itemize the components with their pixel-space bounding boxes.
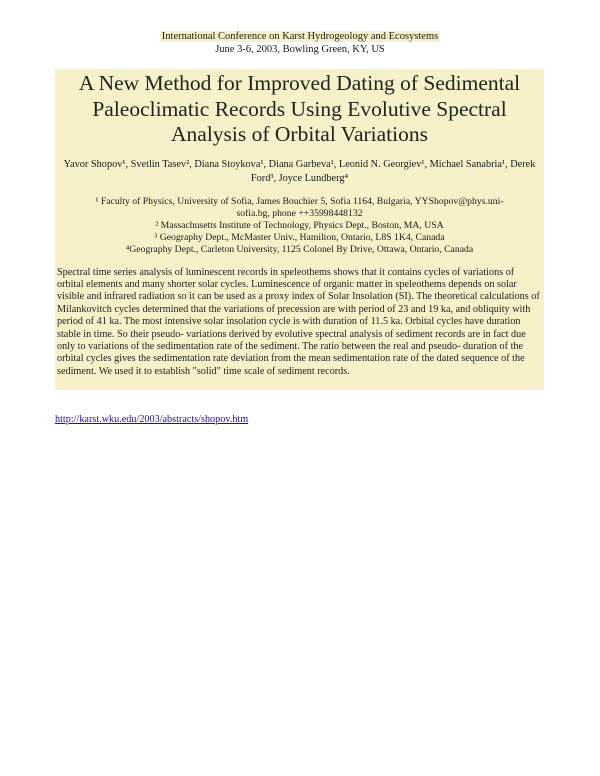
affiliation-list — [55, 196, 544, 257]
affiliation: ¹ Faculty of Physics, University of Sofia, James Bouchier 5, Sofia 1164, Bulgaria, YYShopov@phys.uni-sofia.bg, phone ++35998448132 — [95, 195, 504, 219]
conference-name: International Conference on Karst Hydrogeology and Ecosystems — [161, 31, 439, 42]
abstract-text: Spectral time series analysis of luminescent records in speleothems shows that it contains cycles of variations of orbital elements and many shorter solar cycles. Luminescence of organic matter in speleothems depends on solar visible and infrared radiation so it can be used as a proxy index of Solar Insolation (SI). The theoretical calculations of Milankovitch cycles determined that the variations of precession are with period of 23 and 19 ka, and obliquity with period of 41 ka. The most intensive solar insolation cycle is with duration of 11.5 ka. Orbital cycles have duration stable in time. So their pseudo- variations derived by evolutive spectral analysis of sediment records are in fact due only to variations of the sedimentation rate of the sediment. The ratio between the real and pseudo- duration of the orbital cycles gives the sedimentation rate deviation from the mean sedimentation rate of the dated sequence of the sediment. We used it to establish "solid" time scale of sediment records. — [57, 266, 540, 377]
author: , Derek Ford³ — [251, 159, 535, 184]
abstract-panel — [55, 69, 544, 390]
author-list — [55, 158, 544, 186]
paper-title: A New Method for Improved Dating of Sedimental Paleoclimatic Records Using Evolutive Spectral Analysis of Orbital Variations — [78, 71, 521, 146]
author: Yavor Shopov¹ — [63, 158, 126, 170]
author: , Svetlin Tasev² — [125, 159, 189, 170]
author: , Diana Garbeva¹ — [263, 159, 333, 170]
conference-date-location: June 3-6, 2003, Bowling Green, KY, US — [215, 44, 385, 55]
author: , Diana Stoykova¹ — [189, 159, 263, 170]
author: , Michael Sanabria¹ — [424, 159, 505, 170]
author: , Joyce Lundberg⁴ — [273, 173, 348, 184]
affiliation: ⁴Geography Dept., Carleton University, 1125 Colonel By Drive, Ottawa, Ontario, Canada — [125, 244, 474, 256]
conference-header — [0, 30, 600, 56]
abstract-url-link[interactable]: http://karst.wku.edu/2003/abstracts/shopov.htm — [55, 414, 249, 425]
affiliation: ² Massachusetts Institute of Technology, Physics Dept., Boston, MA, USA — [155, 219, 444, 231]
author: , Leonid N. Georgiev¹ — [334, 159, 425, 170]
affiliation: ³ Geography Dept., McMaster Univ., Hamilton, Ontario, L8S 1K4, Canada — [154, 232, 445, 244]
